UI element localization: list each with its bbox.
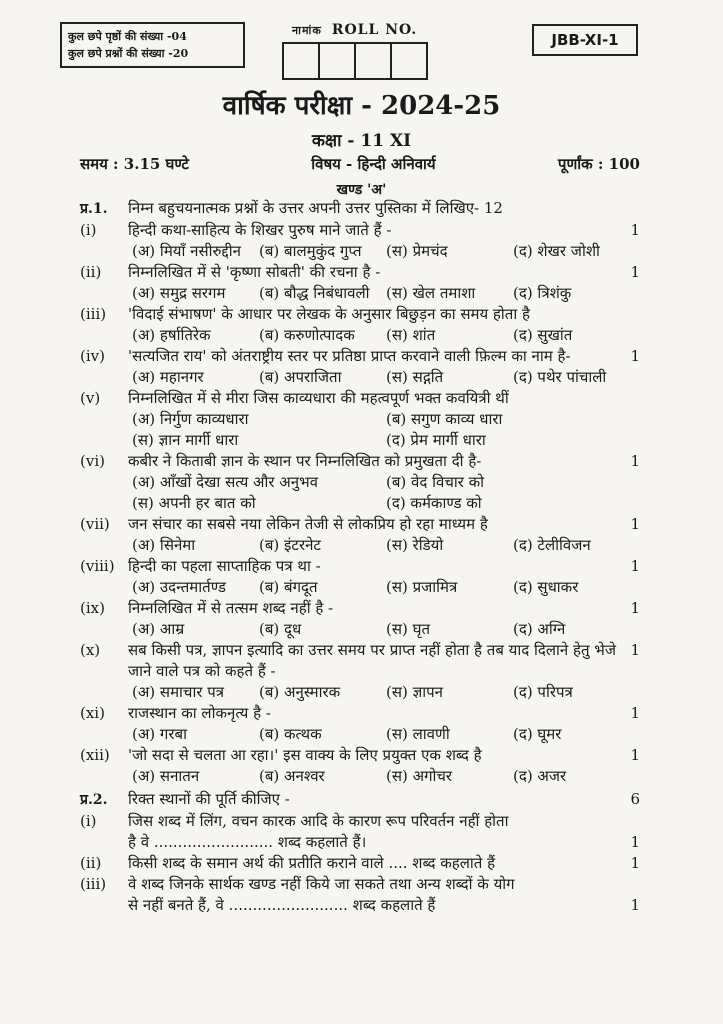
fill-blank-item: [80, 853, 640, 874]
option: (अ) सनातन: [132, 767, 200, 785]
item-text: सब किसी पत्र, ज्ञापन इत्यादि का उत्तर समय पर प्राप्त नहीं होता है तब याद दिलाने हेतु भेजे जाने वाले पत्र को कहते हैं -: [128, 641, 616, 680]
option: (द) प्रेम मार्गी धारा: [386, 431, 486, 449]
item-text: कबीर ने किताबी ज्ञान के स्थान पर निम्नलिखित को प्रमुखता दी है-: [128, 452, 482, 470]
fill-blank-item: [80, 874, 640, 916]
roll-label: नामांक ROLL NO.: [292, 22, 418, 38]
item-text: निम्नलिखित में से तत्सम शब्द नहीं है -: [128, 599, 334, 617]
question-1-items: [80, 220, 640, 787]
fill-blank-line: [80, 811, 640, 832]
option: (द) शेखर जोशी: [513, 242, 600, 260]
mcq-question-line: [80, 388, 640, 409]
question-2-heading: प्र.2. रिक्त स्थानों की पूर्ति कीजिए - 6: [80, 790, 640, 808]
item-number: (i): [80, 812, 97, 830]
info-box: [60, 22, 245, 68]
item-marks: 1: [630, 704, 640, 722]
class-line: कक्षा - 11 XI: [311, 131, 412, 151]
item-text-2: से नहीं बनते हैं, वे ......................... शब्द कहलाते हैं: [128, 896, 436, 914]
option: (स) शांत: [386, 326, 436, 344]
item-marks: 1: [630, 854, 640, 872]
mcq-question-line: [80, 304, 640, 325]
options: [80, 472, 640, 514]
item-text: 'विदाई संभाषण' के आधार पर लेखक के अनुसार बिछुड़न का समय होता है: [128, 305, 530, 323]
mcq-item: [80, 640, 640, 703]
option: (द) त्रिशंकु: [513, 284, 572, 302]
max-marks: पूर्णांक : 100: [557, 155, 640, 173]
item-text: जिस शब्द में लिंग, वचन कारक आदि के कारण रूप परिवर्तन नहीं होता: [128, 812, 509, 830]
option: (स) लावणी: [386, 725, 450, 743]
item-marks: 1: [630, 599, 640, 617]
question-2-items: [80, 811, 640, 916]
options: [80, 535, 640, 556]
roll-number-block: [284, 22, 428, 80]
item-number: (xii): [80, 746, 110, 764]
roll-box: [318, 42, 356, 80]
item-marks: 1: [630, 896, 640, 914]
item-number: (ii): [80, 263, 102, 281]
option: (अ) महानगर: [132, 368, 204, 386]
total-pages: कुल छपे पृष्ठों की संख्या -04: [68, 30, 187, 43]
item-number: (ii): [80, 854, 102, 872]
option: (अ) समाचार पत्र: [132, 683, 225, 701]
option: (स) अपनी हर बात को: [132, 494, 256, 512]
mcq-question-line: [80, 703, 640, 724]
mcq-question-line: [80, 514, 640, 535]
item-marks: 1: [630, 452, 640, 470]
option: (ब) कत्थक: [259, 725, 322, 743]
options: [80, 682, 640, 703]
options: [80, 367, 640, 388]
option: (स) घृत: [386, 620, 431, 638]
option: (ब) सगुण काव्य धारा: [386, 410, 503, 428]
mcq-question-line: [80, 451, 640, 472]
item-text: वे शब्द जिनके सार्थक खण्ड नहीं किये जा सकते तथा अन्य शब्दों के योग: [128, 875, 515, 893]
total-questions: कुल छपे प्रश्नों की संख्या -20: [68, 47, 189, 60]
option: (द) परिपत्र: [513, 683, 573, 701]
item-text: निम्नलिखित में से 'कृष्णा सोबती' की रचना है -: [128, 263, 381, 281]
paper-code: JBB-XI-1: [532, 24, 638, 56]
option: (द) पथेर पांचाली: [513, 368, 607, 386]
mcq-question-line: [80, 556, 640, 577]
option: (स) प्रजामित्र: [386, 578, 458, 596]
option: (स) ज्ञापन: [386, 683, 443, 701]
option: (अ) उदन्तमार्तण्ड: [132, 578, 226, 596]
meta-row: [80, 154, 640, 174]
mcq-question-line: [80, 640, 640, 682]
options: [80, 409, 640, 451]
item-number: (ix): [80, 599, 105, 617]
item-text: 'जो सदा से चलता आ रहा।' इस वाक्य के लिए प्रयुक्त एक शब्द है: [128, 746, 482, 764]
subject: विषय - हिन्दी अनिवार्य: [311, 155, 436, 173]
fill-blank-line-2: [80, 895, 640, 916]
item-marks: 1: [630, 833, 640, 851]
options: [80, 724, 640, 745]
mcq-item: [80, 514, 640, 556]
item-number: (iii): [80, 305, 107, 323]
option: (अ) समुद्र सरगम: [132, 284, 226, 302]
roll-box: [354, 42, 392, 80]
option: (द) सुधाकर: [513, 578, 579, 596]
item-marks: 1: [630, 746, 640, 764]
questions: [80, 198, 640, 916]
option: (द) टेलीविजन: [513, 536, 591, 554]
options: [80, 241, 640, 262]
roll-box: [282, 42, 320, 80]
item-marks: 1: [630, 347, 640, 365]
mcq-item: [80, 220, 640, 262]
option: (स) प्रेमचंद: [386, 242, 448, 260]
option: (ब) इंटरनेट: [259, 536, 321, 554]
item-number: (iv): [80, 347, 105, 365]
item-number: (viii): [80, 557, 115, 575]
item-text: राजस्थान का लोकनृत्य है -: [128, 704, 271, 722]
item-marks: 1: [630, 641, 640, 659]
option: (स) रेडियो: [386, 536, 444, 554]
option: (ब) करुणोत्पादक: [259, 326, 355, 344]
options: [80, 619, 640, 640]
item-marks: 1: [630, 557, 640, 575]
item-text: जन संचार का सबसे नया लेकिन तेजी से लोकप्रिय हो रहा माध्यम है: [128, 515, 488, 533]
option: (ब) बालमुकुंद गुप्त: [259, 242, 362, 260]
mcq-item: [80, 598, 640, 640]
item-text: हिन्दी का पहला साप्ताहिक पत्र था -: [128, 557, 321, 575]
item-marks: 1: [630, 515, 640, 533]
option: (स) सद्गति: [386, 368, 444, 386]
option: (ब) अनश्वर: [259, 767, 325, 785]
option: (स) ज्ञान मार्गी धारा: [132, 431, 239, 449]
mcq-item: [80, 346, 640, 388]
options: [80, 577, 640, 598]
item-number: (vii): [80, 515, 110, 533]
option: (ब) बंगदूत: [259, 578, 318, 596]
option: (स) अगोचर: [386, 767, 453, 785]
option: (ब) वेद विचार को: [386, 473, 485, 491]
option: (अ) गरबा: [132, 725, 187, 743]
exam-title: वार्षिक परीक्षा - 2024-25: [222, 91, 501, 121]
item-marks: 1: [630, 221, 640, 239]
item-text: हिन्दी कथा-साहित्य के शिखर पुरुष माने जाते हैं -: [128, 221, 392, 239]
option: (स) खेल तमाशा: [386, 284, 476, 302]
fill-blank-line-2: [80, 832, 640, 853]
option: (द) घूमर: [513, 725, 562, 743]
mcq-question-line: [80, 598, 640, 619]
item-text: किसी शब्द के समान अर्थ की प्रतीति कराने वाले .... शब्द कहलाते हैं: [128, 854, 496, 872]
option: (अ) निर्गुण काव्यधारा: [132, 410, 249, 428]
mcq-item: [80, 262, 640, 304]
option: (द) सुखांत: [513, 326, 573, 344]
option: (द) अजर: [513, 767, 567, 785]
roll-number-boxes: [284, 42, 428, 80]
option: (ब) अनुस्मारक: [259, 683, 341, 701]
option: (अ) आम्र: [132, 620, 185, 638]
mcq-item: [80, 556, 640, 598]
mcq-item: [80, 388, 640, 451]
options: [80, 325, 640, 346]
mcq-item: [80, 745, 640, 787]
item-marks: 1: [630, 263, 640, 281]
options: [80, 283, 640, 304]
item-text: निम्नलिखित में से मीरा जिस काव्यधारा की महत्वपूर्ण भक्त कवयित्री थीं: [128, 389, 509, 407]
mcq-question-line: [80, 262, 640, 283]
option: (ब) बौद्ध निबंधावली: [259, 284, 370, 302]
options: [80, 766, 640, 787]
time-allowed: समय : 3.15 घण्टे: [80, 155, 189, 173]
option: (द) कर्मकाण्ड को: [386, 494, 482, 512]
item-number: (iii): [80, 875, 107, 893]
fill-blank-item: [80, 811, 640, 853]
option: (द) अग्नि: [513, 620, 566, 638]
roll-box: [390, 42, 428, 80]
option: (अ) हर्षातिरेक: [132, 326, 211, 344]
mcq-item: [80, 451, 640, 514]
section-heading: खण्ड 'अ': [336, 182, 387, 198]
item-number: (v): [80, 389, 101, 407]
option: (ब) दूध: [259, 620, 302, 638]
mcq-item: [80, 304, 640, 346]
option: (अ) सिनेमा: [132, 536, 196, 554]
item-number: (i): [80, 221, 97, 239]
option: (ब) अपराजिता: [259, 368, 342, 386]
item-number: (x): [80, 641, 101, 659]
fill-blank-line: [80, 874, 640, 895]
item-number: (vi): [80, 452, 105, 470]
mcq-question-line: [80, 220, 640, 241]
item-number: (xi): [80, 704, 105, 722]
mcq-question-line: [80, 346, 640, 367]
fill-blank-line: [80, 853, 640, 874]
item-text-2: है वे ......................... शब्द कहलाते हैं।: [128, 833, 367, 851]
mcq-question-line: [80, 745, 640, 766]
option: (अ) मियाँ नसीरुद्दीन: [132, 242, 241, 260]
mcq-item: [80, 703, 640, 745]
question-1-heading: प्र.1. निम्न बहुचयनात्मक प्रश्नों के उत्तर अपनी उत्तर पुस्तिका में लिखिए- 12: [80, 199, 503, 217]
option: (अ) आँखों देखा सत्य और अनुभव: [132, 473, 318, 491]
item-text: 'सत्यजित राय' को अंतराष्ट्रीय स्तर पर प्रतिष्ठा प्राप्त करवाने वाली फ़िल्म का नाम है-: [128, 347, 571, 365]
